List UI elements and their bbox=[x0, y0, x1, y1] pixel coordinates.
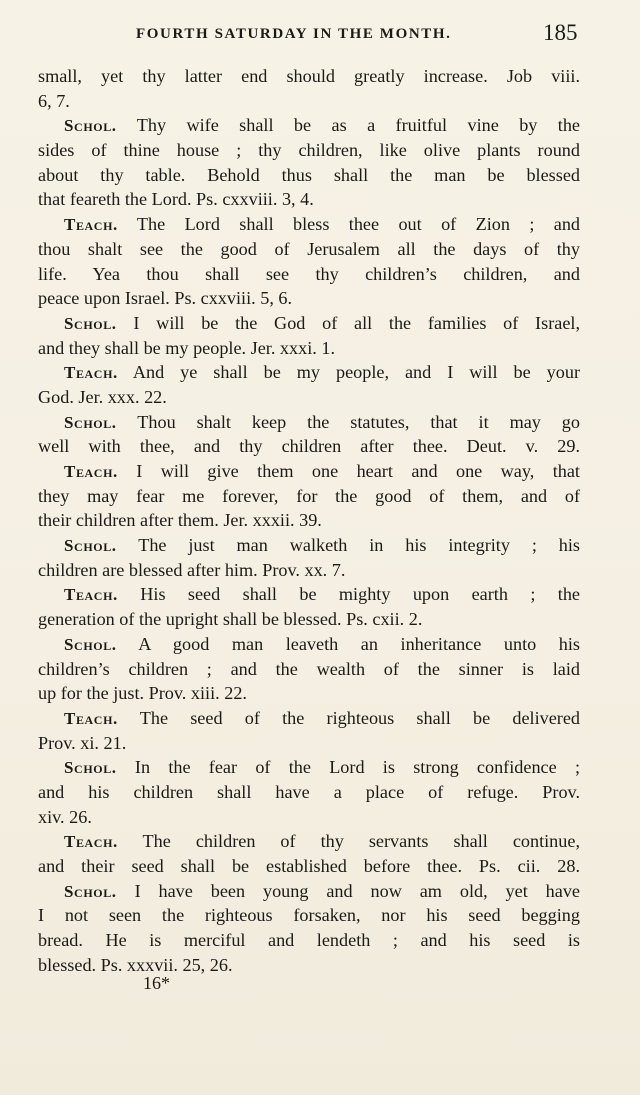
speaker-label: Schol. bbox=[64, 536, 117, 556]
line-text: generation of the upright shall be blessed. Ps. cxii. 2. bbox=[38, 609, 423, 630]
speaker-label: Schol. bbox=[64, 881, 117, 901]
text-line bbox=[38, 163, 580, 188]
line-text: peace upon Israel. Ps. cxxviii. 5, 6. bbox=[38, 288, 293, 309]
text-line bbox=[38, 829, 580, 854]
text-line bbox=[38, 706, 580, 731]
text-line bbox=[38, 805, 580, 830]
speaker-label: Teach. bbox=[64, 585, 118, 605]
text-line bbox=[38, 928, 580, 953]
speaker-label: Teach. bbox=[64, 215, 118, 235]
line-text: and their seed shall be established before thee. Ps. cii. 28. bbox=[38, 856, 580, 876]
line-text: The children of thy servants shall continue, bbox=[142, 831, 580, 852]
line-text: small, yet thy latter end should greatly increase. Job viii. bbox=[38, 66, 580, 86]
text-line bbox=[38, 434, 580, 459]
text-line bbox=[38, 558, 580, 583]
speaker-label: Teach. bbox=[64, 363, 118, 383]
speaker-label: Teach. bbox=[64, 462, 118, 481]
text-line bbox=[38, 237, 580, 262]
line-text: Thy wife shall be as a fruitful vine by the bbox=[136, 115, 581, 136]
text-line bbox=[38, 953, 580, 978]
text-line bbox=[38, 681, 580, 706]
text-line bbox=[38, 879, 580, 904]
text-line bbox=[38, 533, 580, 558]
line-text: God. Jer. xxx. 22. bbox=[38, 386, 167, 407]
text-line bbox=[38, 113, 580, 138]
line-text: and his children shall have a place of refuge. Prov. bbox=[38, 781, 580, 802]
text-line bbox=[38, 89, 580, 114]
text-line bbox=[38, 64, 580, 89]
speaker-label: Teach. bbox=[64, 708, 118, 728]
body-text bbox=[38, 64, 580, 977]
line-text: The just man walketh in his integrity ; his bbox=[138, 535, 580, 556]
page-number: 185 bbox=[543, 20, 578, 45]
text-line bbox=[38, 780, 580, 805]
text-line bbox=[38, 484, 580, 509]
line-text: xiv. 26. bbox=[38, 806, 92, 827]
text-line bbox=[38, 385, 580, 410]
text-line bbox=[38, 632, 580, 657]
text-line bbox=[38, 731, 580, 756]
line-text: I will be the God of all the families of Israel, bbox=[133, 312, 580, 333]
text-line bbox=[38, 410, 580, 435]
line-text: their children after them. Jer. xxxii. 39. bbox=[38, 510, 322, 531]
line-text: The seed of the righteous shall be delivered bbox=[139, 707, 581, 728]
line-text: blessed. Ps. xxxvii. 25, 26. bbox=[38, 954, 233, 975]
text-line bbox=[38, 360, 580, 385]
speaker-label: Schol. bbox=[64, 634, 117, 654]
line-text: they may fear me forever, for the good of them, and of bbox=[38, 485, 580, 506]
text-line bbox=[38, 138, 580, 163]
line-text: well with thee, and thy children after thee. Deut. v. 29. bbox=[38, 436, 580, 457]
line-text: about thy table. Behold thus shall the man be blessed bbox=[38, 164, 580, 185]
line-text: thou shalt see the good of Jerusalem all the days of thy bbox=[38, 238, 580, 259]
line-text: His seed shall be mighty upon earth ; the bbox=[140, 584, 580, 605]
line-text: And ye shall be my people, and I will be your bbox=[132, 362, 581, 383]
running-head: FOURTH SATURDAY IN THE MONTH. bbox=[136, 26, 452, 42]
line-text: I will give them one heart and one way, that bbox=[136, 461, 580, 481]
speaker-label: Teach. bbox=[64, 832, 118, 852]
text-line bbox=[38, 607, 580, 632]
line-text: I not seen the righteous forsaken, nor his seed begging bbox=[38, 905, 580, 926]
text-line bbox=[38, 854, 580, 879]
text-line bbox=[38, 508, 580, 533]
speaker-label: Schol. bbox=[64, 313, 117, 333]
text-line bbox=[38, 262, 580, 287]
line-text: In the fear of the Lord is strong confidence ; bbox=[134, 757, 581, 778]
line-text: sides of thine house ; thy children, like olive plants round bbox=[38, 140, 580, 161]
text-line bbox=[38, 336, 580, 361]
text-line bbox=[38, 286, 580, 311]
speaker-label: Schol. bbox=[64, 758, 117, 778]
line-text: children are blessed after him. Prov. xx. 7. bbox=[38, 559, 346, 580]
line-text: that feareth the Lord. Ps. cxxviii. 3, 4. bbox=[38, 189, 314, 210]
speaker-label: Schol. bbox=[64, 412, 117, 432]
line-text: Prov. xi. 21. bbox=[38, 732, 127, 753]
text-line bbox=[38, 311, 580, 336]
line-text: life. Yea thou shall see thy children’s children, and bbox=[38, 263, 580, 284]
line-text: A good man leaveth an inheritance unto his bbox=[138, 633, 580, 654]
text-line bbox=[38, 459, 580, 484]
line-text: The Lord shall bless thee out of Zion ; and bbox=[136, 214, 581, 235]
text-line bbox=[38, 657, 580, 682]
page-header bbox=[0, 20, 640, 50]
line-text: children’s children ; and the wealth of the sinner is laid bbox=[38, 658, 580, 679]
line-text: and they shall be my people. Jer. xxxi. 1. bbox=[38, 337, 336, 358]
speaker-label: Schol. bbox=[64, 116, 117, 136]
line-text: 6, 7. bbox=[38, 90, 70, 111]
line-text: bread. He is merciful and lendeth ; and his seed is bbox=[38, 930, 580, 951]
line-text: I have been young and now am old, yet have bbox=[134, 880, 580, 901]
text-line bbox=[38, 212, 580, 237]
text-line bbox=[38, 582, 580, 607]
text-line bbox=[38, 755, 580, 780]
line-text: Thou shalt keep the statutes, that it may go bbox=[137, 411, 580, 432]
text-line bbox=[38, 187, 580, 212]
signature-mark: 16* bbox=[143, 973, 170, 993]
line-text: up for the just. Prov. xiii. 22. bbox=[38, 683, 247, 704]
text-line bbox=[38, 903, 580, 928]
